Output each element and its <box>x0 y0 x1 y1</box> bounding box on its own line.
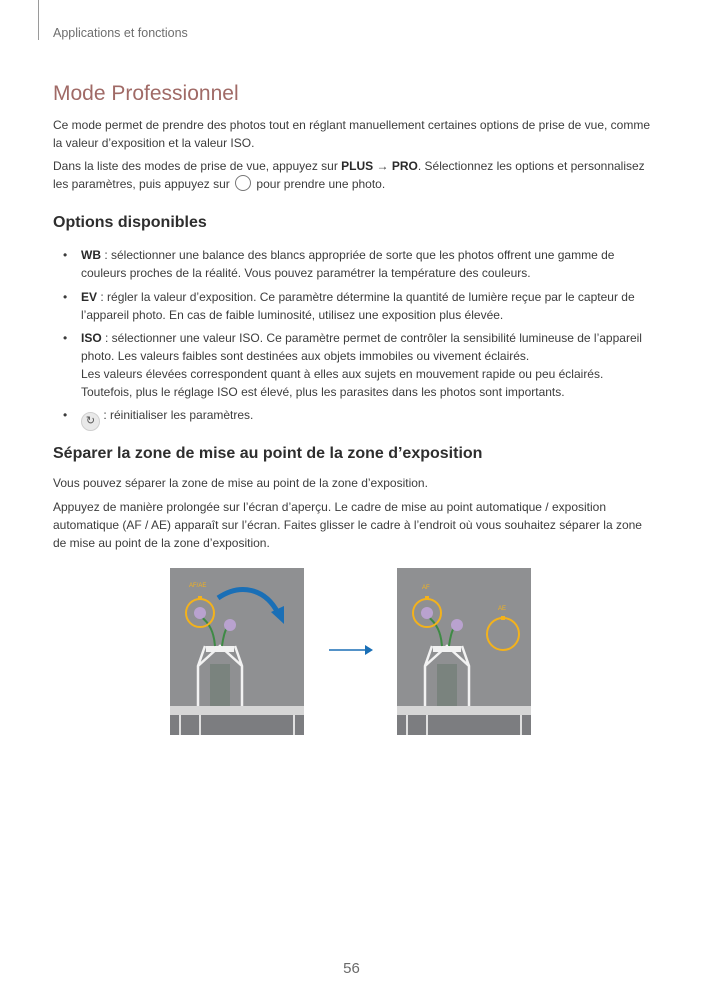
flower-right <box>451 619 463 631</box>
option-key: ISO <box>81 331 102 345</box>
af-label: AF <box>422 585 430 591</box>
lock-icon <box>198 596 202 600</box>
vase-glass <box>210 664 230 706</box>
option-text-2: Les valeurs élevées correspondent quant à elles aux sujets en mouvement rapide ou peu éclairés. Toutefois, plus le réglage ISO est élevé, plus les parasites dans les photos sont importants. <box>81 367 604 399</box>
intro-paragraph-1: Ce mode permet de prendre des photos tout en réglant manuellement certaines options de prise de vue, comme la valeur d’exposition et la valeur ISO. <box>53 118 651 150</box>
option-text: : régler la valeur d’exposition. Ce paramètre détermine la quantité de lumière reçue par le capteur de l’appareil photo. En cas de faible luminosité, utilisez une exposition plus élevée. <box>81 290 635 322</box>
separate-paragraph-2: Appuyez de manière prolongée sur l’écran d’aperçu. Le cadre de mise au point automatique / exposition automatique (AF / AE) apparaît sur l’écran. Faites glisser le cadre à l’endroit où vous souhaitez séparer la zone de mise au point de la zone d’exposition. <box>53 500 642 550</box>
vase-rim <box>206 646 234 652</box>
shutter-icon <box>235 175 251 191</box>
flower-left <box>421 607 433 619</box>
intro-text-a: Dans la liste des modes de prise de vue, appuyez sur <box>53 159 342 173</box>
flower-right <box>224 619 236 631</box>
separate-heading: Séparer la zone de mise au point de la zone d’exposition <box>53 445 483 462</box>
bullet-dot: • <box>63 408 68 422</box>
table-top <box>170 706 304 715</box>
af-ae-label: AF/AE <box>189 583 207 589</box>
photo-before <box>170 568 304 735</box>
intro-text-c: pour prendre une photo. <box>253 177 386 191</box>
separate-paragraph-1: Vous pouvez séparer la zone de mise au point de la zone d’exposition. <box>53 476 428 490</box>
lock-icon <box>425 596 429 600</box>
option-key: WB <box>81 248 101 262</box>
lock-icon <box>501 616 505 620</box>
option-text: : réinitialiser les paramètres. <box>100 408 254 422</box>
option-key: EV <box>81 290 98 304</box>
plus-label: PLUS <box>341 159 374 173</box>
transition-arrow-icon <box>327 643 375 657</box>
options-heading: Options disponibles <box>53 214 207 231</box>
vase-rim <box>433 646 461 652</box>
margin-rule <box>38 0 39 40</box>
bullet-dot: • <box>63 331 68 345</box>
page-title: Mode Professionnel <box>53 82 239 105</box>
pro-label: PRO <box>391 159 418 173</box>
page-number: 56 <box>343 960 360 977</box>
bullet-dot: • <box>63 290 68 304</box>
option-text: : sélectionner une balance des blancs appropriée de sorte que les photos offrent une gamme de couleurs proches de la réalité. Vous pouvez paramétrer la température des couleurs. <box>81 248 615 280</box>
reset-icon: ↻ <box>81 412 100 431</box>
intro-paragraph-2 <box>53 157 653 193</box>
section-header: Applications et fonctions <box>53 26 188 40</box>
ae-label: AE <box>498 606 507 612</box>
flower-left <box>194 607 206 619</box>
photo-after <box>397 568 531 735</box>
table-top <box>397 706 531 715</box>
arrow-text: → <box>373 159 392 173</box>
option-text: : sélectionner une valeur ISO. Ce paramètre permet de contrôler la sensibilité lumineuse de l’appareil photo. Les valeurs faibles sont destinées aux objets immobiles ou vivement éclairés. <box>81 331 642 363</box>
intro-text-b: . Sélectionnez les options et personnalisez les paramètres, puis appuyez sur <box>53 159 645 191</box>
vase-glass <box>437 664 457 706</box>
bullet-dot: • <box>63 248 68 262</box>
